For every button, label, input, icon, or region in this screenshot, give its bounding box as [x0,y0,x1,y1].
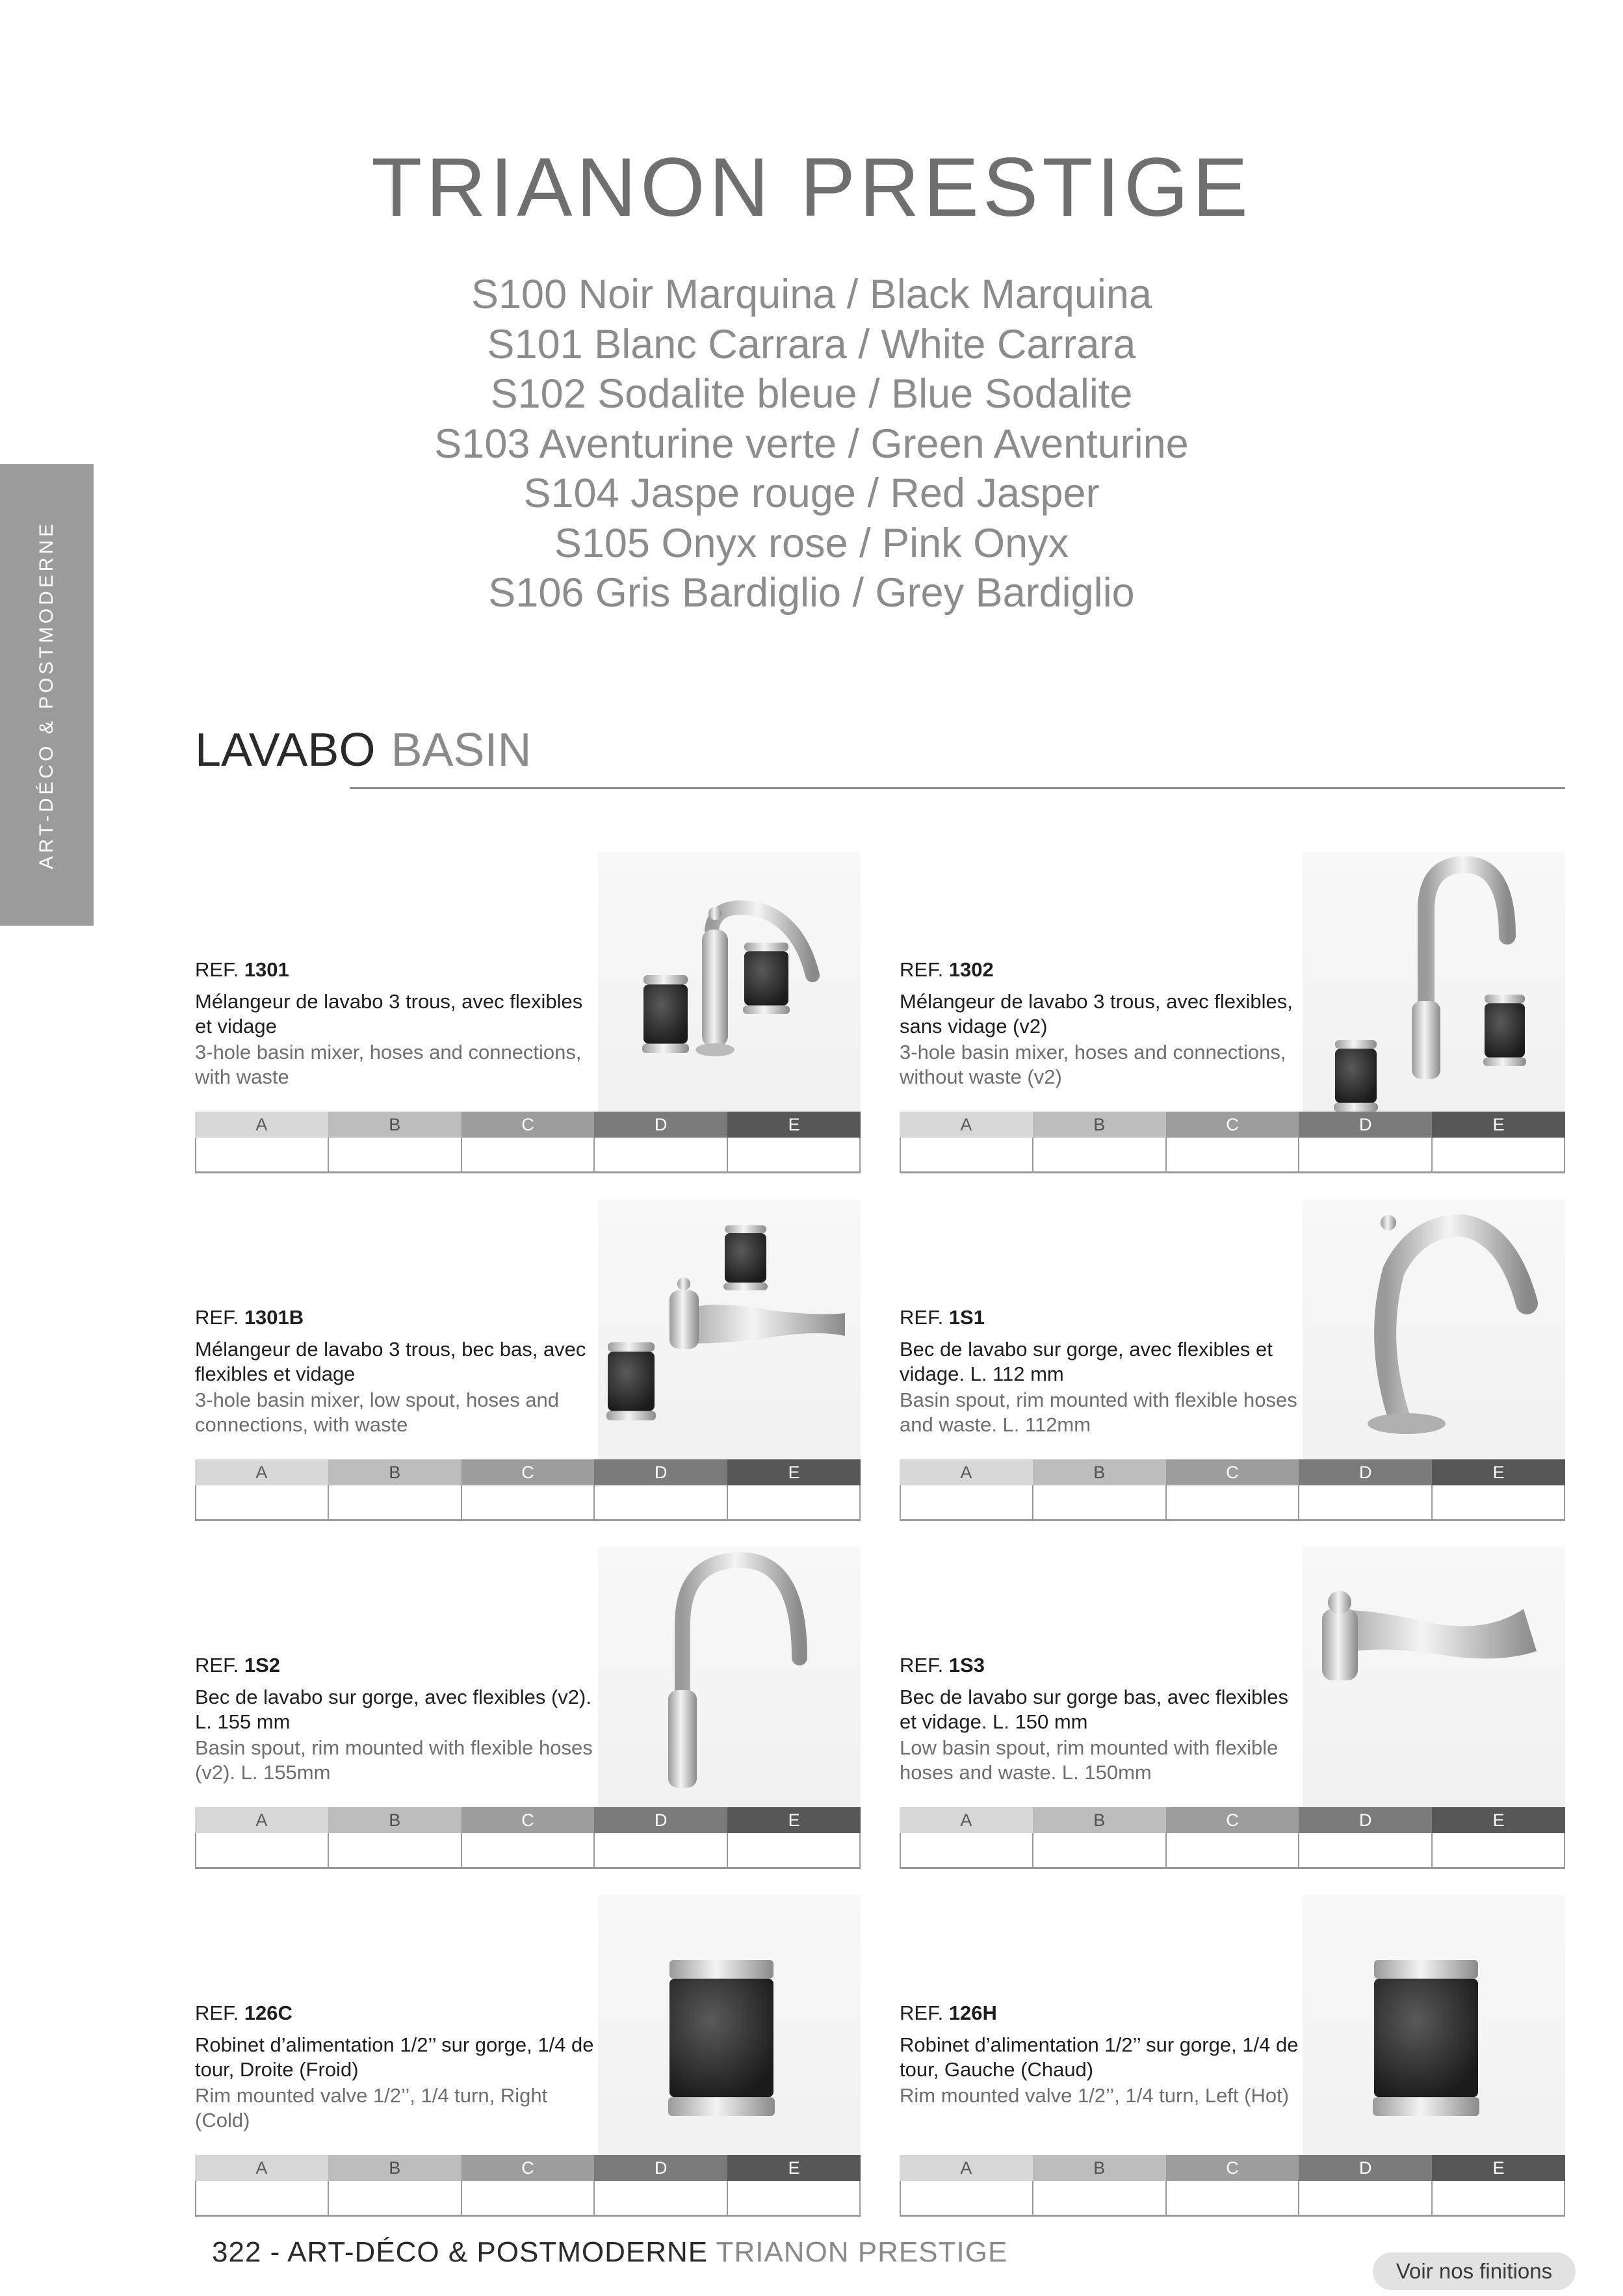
section-divider [350,787,1565,789]
product-card [195,852,861,1177]
product-card [900,1895,1565,2220]
finish-cell-b[interactable] [329,2181,461,2215]
finish-cell-b[interactable] [1033,1485,1166,1519]
product-ref-prefix: REF. [195,2002,239,2024]
finish-column-c: C [461,1112,595,1138]
product-description-fr: Bec de lavabo sur gorge, avec flexibles (v2). L. 155 mm [195,1686,591,1733]
finish-cell-b[interactable] [329,1833,461,1867]
product-ref [900,958,994,982]
stone-variant: S105 Onyx rose / Pink Onyx [554,520,1069,566]
finish-column-b: B [1033,1112,1166,1138]
finish-value-row [195,2181,861,2215]
finish-value-row [900,1833,1565,1867]
finish-column-d: D [594,2155,727,2181]
product-description-en: Rim mounted valve 1/2’’, 1/4 turn, Left (Hot) [900,2084,1290,2107]
finish-column-e: E [1432,1459,1565,1485]
finish-cell-e[interactable] [728,1485,861,1519]
stone-variant: S102 Sodalite bleue / Blue Sodalite [490,371,1133,417]
finish-column-a: A [900,1459,1033,1485]
finish-column-b: B [328,2155,461,2181]
finish-cell-e[interactable] [1433,2181,1565,2215]
product-description-en: 3-hole basin mixer, low spout, hoses and connections, with waste [195,1389,560,1436]
finish-column-b: B [1033,1807,1166,1833]
finish-column-d: D [1299,2155,1432,2181]
finish-column-b: B [328,1807,461,1833]
finish-cell-e[interactable] [1433,1485,1565,1519]
finish-cell-a[interactable] [196,2181,329,2215]
finish-table [195,1807,861,1869]
product-card [195,1895,861,2220]
product-ref [195,958,289,982]
product-ref [900,1306,985,1329]
finish-header-row [900,1807,1565,1833]
product-ref-prefix: REF. [900,958,944,981]
product-description-en: Rim mounted valve 1/2’’, 1/4 turn, Right (Cold) [195,2084,548,2132]
finish-cell-d[interactable] [1299,1485,1432,1519]
finish-column-c: C [461,2155,595,2181]
product-ref [195,1654,280,1677]
finish-column-c: C [1166,2155,1299,2181]
finish-value-row [195,1833,861,1867]
finish-cell-a[interactable] [901,1138,1033,1171]
product-ref-prefix: REF. [900,2002,944,2024]
product-card [900,1199,1565,1524]
product-card [900,1547,1565,1872]
finish-cell-a[interactable] [196,1485,329,1519]
finish-cell-d[interactable] [595,2181,727,2215]
finish-header-row [195,1807,861,1833]
finish-header-row [195,1112,861,1138]
stone-variant: S103 Aventurine verte / Green Aventurine [434,421,1189,467]
product-image [598,1547,861,1807]
finish-value-row [195,1138,861,1171]
product-ref [195,2002,292,2025]
finish-value-row [195,1485,861,1519]
page-footer [212,2236,1007,2269]
product-ref-prefix: REF. [900,1654,944,1676]
finish-column-b: B [1033,2155,1166,2181]
finish-cell-b[interactable] [329,1138,461,1171]
finish-cell-d[interactable] [1299,1138,1432,1171]
basin-spout-icon [1303,1199,1565,1459]
basin-mixer-high-spout-icon [1303,852,1565,1112]
product-ref [195,1306,304,1329]
finish-cell-c[interactable] [462,1138,595,1171]
finish-cell-c[interactable] [1167,1485,1299,1519]
product-ref-prefix: REF. [900,1306,944,1329]
finish-column-e: E [1432,1112,1565,1138]
stone-variant: S104 Jaspe rouge / Red Jasper [523,471,1100,516]
finish-cell-e[interactable] [728,1833,861,1867]
finish-column-e: E [727,1112,861,1138]
finish-column-c: C [1166,1112,1299,1138]
finish-column-b: B [1033,1459,1166,1485]
stone-variant-list [0,270,1623,618]
product-ref-code: 1S3 [948,1654,985,1676]
product-description-fr: Robinet d’alimentation 1/2’’ sur gorge, 1/4 de tour, Gauche (Chaud) [900,2033,1299,2081]
section-title-fr: LAVABO [195,724,376,776]
product-card [195,1547,861,1872]
finish-cell-d[interactable] [595,1833,727,1867]
stone-variant: S101 Blanc Carrara / White Carrara [487,321,1136,367]
basin-spout-high-icon [598,1547,861,1807]
product-ref-code: 1301 [244,958,289,981]
finish-header-row [900,2155,1565,2181]
finish-table [195,1459,861,1521]
finish-column-d: D [1299,1807,1432,1833]
finish-column-d: D [594,1807,727,1833]
finish-cell-c[interactable] [462,1485,595,1519]
finish-cell-c[interactable] [1167,2181,1299,2215]
product-ref [900,2002,997,2025]
product-ref-prefix: REF. [195,1654,239,1676]
finish-column-a: A [900,1112,1033,1138]
finish-cell-d[interactable] [595,1485,727,1519]
finish-column-d: D [594,1112,727,1138]
stone-variant: S100 Noir Marquina / Black Marquina [471,272,1152,317]
product-description-en: Basin spout, rim mounted with flexible hoses (v2). L. 155mm [195,1736,593,1784]
product-description-fr: Mélangeur de lavabo 3 trous, avec flexibles et vidage [195,990,583,1037]
product-ref-code: 1S2 [244,1654,280,1676]
product-image [598,1895,861,2155]
finish-column-d: D [594,1459,727,1485]
finish-column-b: B [328,1459,461,1485]
finish-header-row [195,1459,861,1485]
section-heading [195,724,532,776]
product-card [195,1199,861,1524]
rim-valve-icon [1303,1895,1565,2155]
finish-cell-a[interactable] [901,1485,1033,1519]
footer-brand-label: TRIANON PRESTIGE [716,2236,1008,2268]
product-image [598,1199,861,1459]
footer-page-label: 322 - ART-DÉCO & POSTMODERNE [212,2236,708,2268]
rim-valve-icon [598,1895,861,2155]
finish-column-a: A [900,2155,1033,2181]
basin-spout-low-icon [1303,1547,1565,1807]
finish-cell-a[interactable] [901,2181,1033,2215]
product-description-en: 3-hole basin mixer, hoses and connections, with waste [195,1041,582,1088]
finish-column-e: E [727,1459,861,1485]
finish-cell-d[interactable] [595,1138,727,1171]
product-image [1303,852,1565,1112]
finish-cell-c[interactable] [1167,1138,1299,1171]
product-ref-code: 1302 [948,958,994,981]
product-image [598,852,861,1112]
finish-column-c: C [461,1459,595,1485]
product-description-en: Basin spout, rim mounted with flexible hoses and waste. L. 112mm [900,1389,1297,1436]
product-description-en: Low basin spout, rim mounted with flexible hoses and waste. L. 150mm [900,1736,1279,1784]
finish-cell-b[interactable] [329,1485,461,1519]
product-description-fr: Mélangeur de lavabo 3 trous, avec flexibles, sans vidage (v2) [900,990,1293,1037]
finish-column-c: C [461,1807,595,1833]
finish-value-row [900,1485,1565,1519]
product-description-fr: Bec de lavabo sur gorge, avec flexibles et vidage. L. 112 mm [900,1338,1273,1385]
view-finishes-button[interactable]: Voir nos finitions [1373,2252,1576,2290]
finish-cell-b[interactable] [1033,2181,1166,2215]
finish-column-c: C [1166,1807,1299,1833]
finish-cell-a[interactable] [901,1833,1033,1867]
finish-column-d: D [1299,1459,1432,1485]
finish-cell-d[interactable] [1299,1833,1432,1867]
finish-cell-e[interactable] [1433,1833,1565,1867]
finish-table [195,2155,861,2217]
basin-mixer-3-hole-icon [598,852,861,1112]
finish-column-d: D [1299,1112,1432,1138]
finish-cell-c[interactable] [462,2181,595,2215]
finish-column-a: A [195,2155,328,2181]
finish-cell-c[interactable] [1167,1833,1299,1867]
finish-header-row [900,1459,1565,1485]
finish-column-e: E [727,1807,861,1833]
finish-cell-b[interactable] [1033,1833,1166,1867]
product-description-fr: Robinet d’alimentation 1/2’’ sur gorge, 1/4 de tour, Droite (Froid) [195,2033,594,2081]
finish-column-a: A [900,1807,1033,1833]
finish-cell-e[interactable] [1433,1138,1565,1171]
product-description-fr: Mélangeur de lavabo 3 trous, bec bas, avec flexibles et vidage [195,1338,586,1385]
finish-column-a: A [195,1807,328,1833]
product-ref-code: 126C [244,2002,292,2024]
page-title: TRIANON PRESTIGE [371,141,1252,234]
finish-cell-a[interactable] [196,1138,329,1171]
finish-header-row [900,1112,1565,1138]
product-ref-code: 1S1 [948,1306,985,1329]
finish-cell-e[interactable] [728,1138,861,1171]
product-ref-code: 1301B [244,1306,304,1329]
side-tab-label: ART-DÉCO & POSTMODERNE [36,520,57,870]
finish-column-e: E [727,2155,861,2181]
finish-column-c: C [1166,1459,1299,1485]
stone-variant: S106 Gris Bardiglio / Grey Bardiglio [488,570,1135,616]
product-ref-prefix: REF. [195,958,239,981]
product-description-fr: Bec de lavabo sur gorge bas, avec flexibles et vidage. L. 150 mm [900,1686,1288,1733]
product-image [1303,1199,1565,1459]
finish-column-e: E [1432,1807,1565,1833]
finish-table [900,2155,1565,2217]
finish-cell-a[interactable] [196,1833,329,1867]
finish-table [900,1112,1565,1173]
section-title-en: BASIN [391,724,532,776]
product-card [900,852,1565,1177]
finish-cell-e[interactable] [728,2181,861,2215]
product-ref-code: 126H [948,2002,997,2024]
product-ref-prefix: REF. [195,1306,239,1329]
finish-cell-b[interactable] [1033,1138,1166,1171]
finish-column-b: B [328,1112,461,1138]
finish-value-row [900,1138,1565,1171]
finish-column-a: A [195,1112,328,1138]
product-ref [900,1654,985,1677]
basin-mixer-low-spout-icon [598,1199,861,1459]
finish-header-row [195,2155,861,2181]
product-image [1303,1895,1565,2155]
finish-table [195,1112,861,1173]
finish-table [900,1807,1565,1869]
finish-cell-c[interactable] [462,1833,595,1867]
finish-cell-d[interactable] [1299,2181,1432,2215]
finish-table [900,1459,1565,1521]
product-description-en: 3-hole basin mixer, hoses and connections, without waste (v2) [900,1041,1286,1088]
finish-column-e: E [1432,2155,1565,2181]
product-image [1303,1547,1565,1807]
finish-column-a: A [195,1459,328,1485]
finish-value-row [900,2181,1565,2215]
